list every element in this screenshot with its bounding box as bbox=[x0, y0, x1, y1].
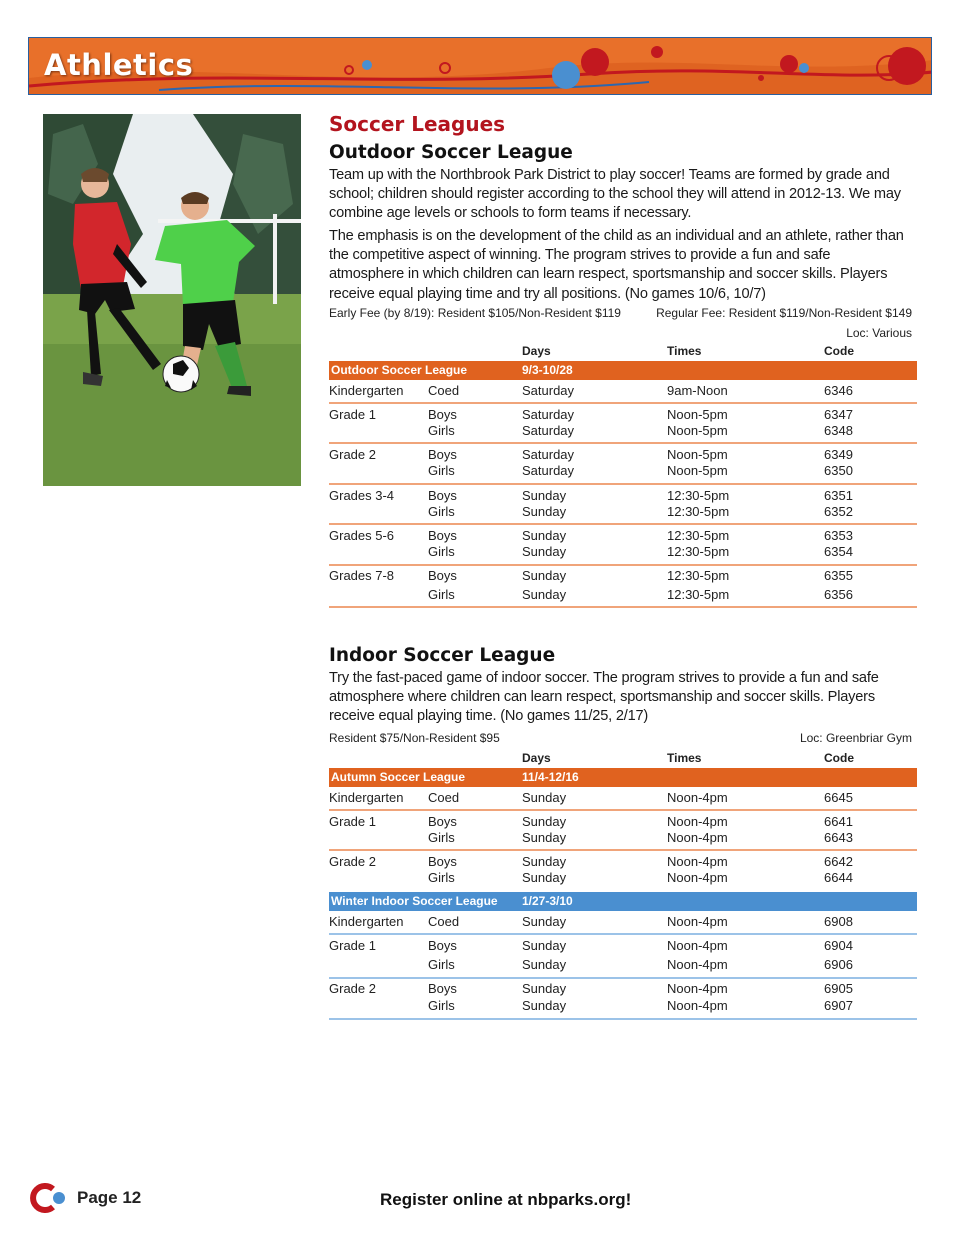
table-cell-times: 9am-Noon bbox=[667, 383, 728, 398]
table-cell-times: Noon-4pm bbox=[667, 830, 728, 845]
table-cell-code: 6642 bbox=[824, 854, 853, 869]
table-cell-grade: Grade 1 bbox=[329, 938, 376, 953]
table-cell-gender: Girls bbox=[428, 504, 455, 519]
table-cell-days: Sunday bbox=[522, 830, 567, 845]
table-cell-days: Sunday bbox=[522, 790, 567, 805]
table-cell-code: 6352 bbox=[824, 504, 853, 519]
table-cell-code: 6905 bbox=[824, 981, 853, 996]
table-cell-gender: Girls bbox=[428, 463, 455, 478]
table-cell-times: Noon-4pm bbox=[667, 998, 728, 1013]
table-cell-code: 6354 bbox=[824, 544, 853, 559]
table-cell-times: 12:30-5pm bbox=[667, 488, 730, 503]
table-cell-days: Sunday bbox=[522, 528, 567, 543]
row-divider bbox=[329, 442, 917, 444]
autumn-league-bar bbox=[329, 768, 917, 787]
table-cell-gender: Boys bbox=[428, 407, 457, 422]
table-cell-gender: Boys bbox=[428, 568, 457, 583]
table-cell-code: 6353 bbox=[824, 528, 853, 543]
outdoor-col-times: Times bbox=[667, 344, 702, 358]
table-cell-times: Noon-5pm bbox=[667, 447, 728, 462]
table-cell-times: 12:30-5pm bbox=[667, 528, 730, 543]
table-cell-gender: Coed bbox=[428, 383, 460, 398]
table-cell-code: 6346 bbox=[824, 383, 853, 398]
table-cell-days: Sunday bbox=[522, 854, 567, 869]
table-cell-gender: Coed bbox=[428, 914, 460, 929]
table-cell-code: 6350 bbox=[824, 463, 853, 478]
page-section-title: Athletics bbox=[44, 48, 194, 82]
register-online-link[interactable]: Register online at nbparks.org! bbox=[380, 1190, 632, 1209]
table-cell-days: Saturday bbox=[522, 407, 575, 422]
table-cell-times: Noon-4pm bbox=[667, 790, 728, 805]
table-cell-code: 6349 bbox=[824, 447, 853, 462]
row-divider bbox=[329, 483, 917, 485]
table-cell-days: Sunday bbox=[522, 568, 567, 583]
table-cell-grade: Grade 1 bbox=[329, 407, 376, 422]
table-cell-gender: Boys bbox=[428, 488, 457, 503]
table-cell-days: Sunday bbox=[522, 587, 567, 602]
outdoor-regular-fee: Regular Fee: Resident $119/Non-Resident $149 bbox=[656, 306, 912, 320]
indoor-col-days: Days bbox=[522, 751, 551, 765]
row-divider bbox=[329, 564, 917, 566]
autumn-bar-label: Autumn Soccer League bbox=[331, 770, 466, 784]
table-cell-code: 6356 bbox=[824, 587, 853, 602]
table-cell-gender: Boys bbox=[428, 447, 457, 462]
table-cell-grade: Grade 2 bbox=[329, 981, 376, 996]
outdoor-league-bar bbox=[329, 361, 917, 380]
winter-bar-dates: 1/27-3/10 bbox=[522, 894, 573, 908]
table-cell-grade: Kindergarten bbox=[329, 383, 404, 398]
page-number: Page 12 bbox=[77, 1188, 142, 1207]
table-cell-days: Saturday bbox=[522, 463, 575, 478]
table-cell-code: 6641 bbox=[824, 814, 853, 829]
table-cell-grade: Kindergarten bbox=[329, 790, 404, 805]
indoor-location: Loc: Greenbriar Gym bbox=[799, 731, 912, 745]
table-cell-times: Noon-4pm bbox=[667, 957, 728, 972]
table-cell-days: Sunday bbox=[522, 814, 567, 829]
table-cell-grade: Grade 2 bbox=[329, 854, 376, 869]
table-cell-days: Sunday bbox=[522, 870, 567, 885]
table-cell-code: 6906 bbox=[824, 957, 853, 972]
winter-league-bar bbox=[329, 892, 917, 911]
table-cell-gender: Boys bbox=[428, 938, 457, 953]
row-divider bbox=[329, 977, 917, 979]
indoor-heading: Indoor Soccer League bbox=[329, 645, 556, 666]
table-cell-days: Sunday bbox=[522, 938, 567, 953]
table-cell-code: 6908 bbox=[824, 914, 853, 929]
outdoor-paragraph-1: Team up with the Northbrook Park District to play soccer! Teams are formed by grade and school; children should register according to the school they will attend in 2012-13. We may combine age levels or schools to form teams if necessary. bbox=[329, 167, 901, 222]
outdoor-col-days: Days bbox=[522, 344, 551, 358]
table-cell-grade: Grades 5-6 bbox=[329, 528, 395, 543]
outdoor-location: Loc: Various bbox=[846, 326, 912, 340]
table-cell-days: Saturday bbox=[522, 423, 575, 438]
table-cell-days: Sunday bbox=[522, 981, 567, 996]
row-divider bbox=[329, 1018, 917, 1020]
table-cell-times: Noon-5pm bbox=[667, 463, 728, 478]
table-cell-gender: Coed bbox=[428, 790, 460, 805]
outdoor-bar-dates: 9/3-10/28 bbox=[522, 363, 573, 377]
table-cell-gender: Boys bbox=[428, 854, 457, 869]
outdoor-heading: Outdoor Soccer League bbox=[329, 142, 573, 163]
table-cell-gender: Boys bbox=[428, 981, 457, 996]
table-cell-grade: Grade 2 bbox=[329, 447, 376, 462]
indoor-col-code: Code bbox=[824, 751, 854, 765]
autumn-bar-dates: 11/4-12/16 bbox=[522, 770, 579, 784]
table-cell-code: 6351 bbox=[824, 488, 853, 503]
row-divider bbox=[329, 606, 917, 608]
table-cell-code: 6348 bbox=[824, 423, 853, 438]
indoor-col-times: Times bbox=[667, 751, 702, 765]
table-cell-code: 6904 bbox=[824, 938, 853, 953]
table-cell-times: 12:30-5pm bbox=[667, 587, 730, 602]
table-cell-times: Noon-4pm bbox=[667, 914, 728, 929]
row-divider bbox=[329, 809, 917, 811]
indoor-fee: Resident $75/Non-Resident $95 bbox=[329, 731, 500, 745]
table-cell-times: 12:30-5pm bbox=[667, 544, 730, 559]
table-cell-gender: Girls bbox=[428, 998, 455, 1013]
park-district-logo-icon bbox=[27, 1183, 67, 1213]
soccer-players-photo bbox=[43, 114, 301, 486]
table-cell-times: Noon-5pm bbox=[667, 407, 728, 422]
row-divider bbox=[329, 402, 917, 404]
table-cell-grade: Grades 7-8 bbox=[329, 568, 395, 583]
table-cell-gender: Girls bbox=[428, 587, 455, 602]
table-cell-grade: Grade 1 bbox=[329, 814, 376, 829]
table-cell-gender: Boys bbox=[428, 528, 457, 543]
table-cell-times: 12:30-5pm bbox=[667, 568, 730, 583]
table-cell-gender: Girls bbox=[428, 870, 455, 885]
table-cell-days: Sunday bbox=[522, 544, 567, 559]
table-cell-days: Sunday bbox=[522, 998, 567, 1013]
table-cell-days: Saturday bbox=[522, 383, 575, 398]
table-cell-code: 6355 bbox=[824, 568, 853, 583]
outdoor-col-code: Code bbox=[824, 344, 854, 358]
table-cell-days: Sunday bbox=[522, 914, 567, 929]
outdoor-paragraph-2: The emphasis is on the development of the child as an individual and an athlete, rather than the competitive aspect of winning. The program strives to provide a fun and safe atmosphere in which children can learn respect, sportsmanship and soccer skills. Players receive equal playing time and try all positions. (No games 10/6, 10/7) bbox=[329, 228, 904, 302]
table-cell-code: 6907 bbox=[824, 998, 853, 1013]
table-cell-grade: Grades 3-4 bbox=[329, 488, 395, 503]
table-cell-grade: Kindergarten bbox=[329, 914, 404, 929]
table-cell-days: Sunday bbox=[522, 488, 567, 503]
header-banner bbox=[28, 37, 932, 95]
row-divider bbox=[329, 523, 917, 525]
table-cell-times: Noon-4pm bbox=[667, 854, 728, 869]
table-cell-gender: Girls bbox=[428, 830, 455, 845]
table-cell-code: 6643 bbox=[824, 830, 853, 845]
table-cell-gender: Boys bbox=[428, 814, 457, 829]
winter-bar-label: Winter Indoor Soccer League bbox=[331, 894, 498, 908]
row-divider bbox=[329, 849, 917, 851]
table-cell-gender: Girls bbox=[428, 957, 455, 972]
table-cell-code: 6644 bbox=[824, 870, 853, 885]
table-cell-times: Noon-4pm bbox=[667, 870, 728, 885]
table-cell-times: 12:30-5pm bbox=[667, 504, 730, 519]
table-cell-gender: Girls bbox=[428, 544, 455, 559]
outdoor-bar-label: Outdoor Soccer League bbox=[331, 363, 468, 377]
table-cell-days: Sunday bbox=[522, 957, 567, 972]
indoor-paragraph: Try the fast-paced game of indoor soccer. The program strives to provide a fun and safe atmosphere where children can learn respect, sportsmanship and soccer skills. Players receive equal playing time. (No games 11/25, 2/17) bbox=[329, 670, 879, 725]
table-cell-days: Sunday bbox=[522, 504, 567, 519]
section-title: Soccer Leagues bbox=[329, 112, 506, 136]
table-cell-days: Saturday bbox=[522, 447, 575, 462]
table-cell-times: Noon-4pm bbox=[667, 814, 728, 829]
table-cell-times: Noon-4pm bbox=[667, 981, 728, 996]
table-cell-times: Noon-4pm bbox=[667, 938, 728, 953]
table-cell-code: 6645 bbox=[824, 790, 853, 805]
outdoor-early-fee: Early Fee (by 8/19): Resident $105/Non-Resident $119 bbox=[329, 306, 621, 320]
table-cell-code: 6347 bbox=[824, 407, 853, 422]
table-cell-gender: Girls bbox=[428, 423, 455, 438]
row-divider bbox=[329, 933, 917, 935]
table-cell-times: Noon-5pm bbox=[667, 423, 728, 438]
